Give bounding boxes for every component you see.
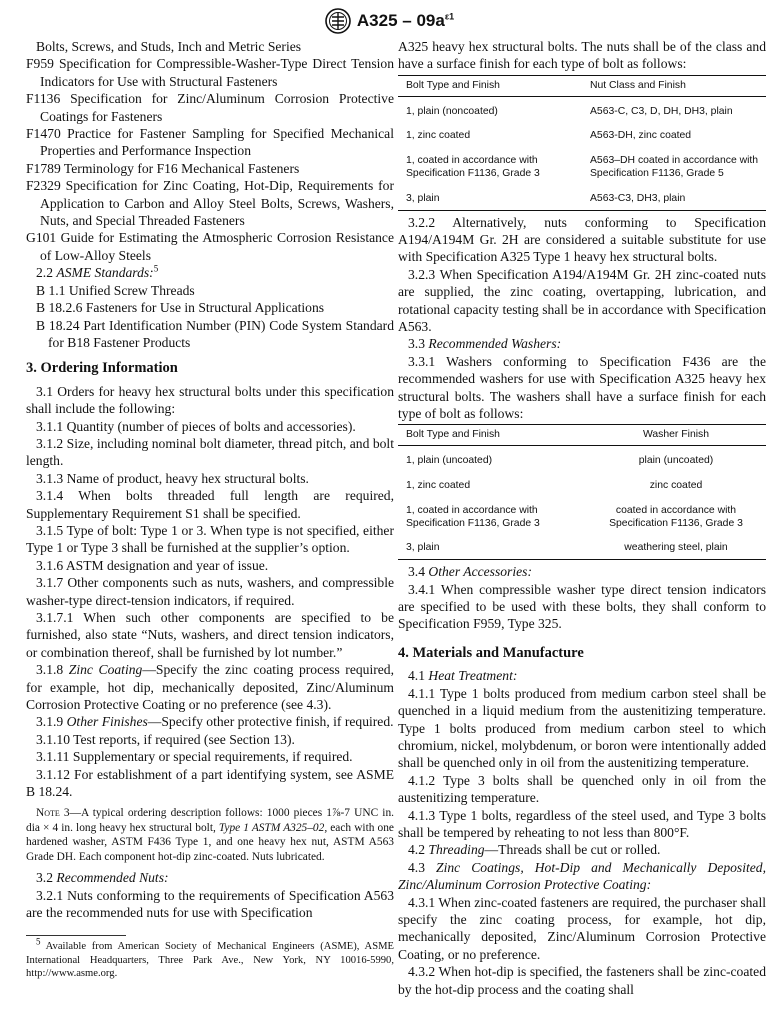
paragraph: 3.2.1 Nuts conforming to the requirements of Specification A563 are the recommended nuts for use with Specification — [26, 887, 394, 920]
page-header — [0, 4, 779, 38]
section-3-3-heading: 3.3 Recommended Washers: — [408, 336, 562, 352]
paragraph: 3.2.2 Alternatively, nuts conforming to Specification A194/A194M Gr. 2H are considered a suitable substitute for use with Specification A325 Type 1 heavy hex structural bolts. — [398, 214, 766, 265]
table-header: Bolt Type and Finish — [398, 75, 582, 96]
table-cell: 1, coated in accordance with Specification F1136, Grade 3 — [406, 504, 540, 529]
left-column — [26, 38, 394, 981]
paragraph: A325 heavy hex structural bolts. The nuts shall be of the class and have a surface finish for each type of bolt as follows: — [398, 39, 766, 72]
reference-item: F2329 Specification for Zinc Coating, Hot-Dip, Requirements for Application to Carbon and Alloy Steel Bolts, Screws, Washers, Nuts, and Special Threaded Fasteners — [26, 178, 394, 229]
table-cell: 1, zinc coated — [406, 130, 471, 142]
editorial-superscript: ε1 — [444, 11, 455, 22]
table-cell: zinc coated — [649, 480, 703, 492]
note-3: Note 3—A typical ordering description follows: 1000 pieces 1⅞-7 UNC in. dia × 4 in. long heavy hex structural bolt, Type 1 ASTM A325–02, each with one hardened washer, ASTM F436 Type 1, and one heavy hex nut, ASTM A563 Grade DH. Each component hot-dip zinc-coated. Nuts lubricated. — [26, 807, 395, 863]
section-3-2-heading: 3.2 Recommended Nuts: — [36, 870, 169, 886]
paragraph: 4.1.3 Type 1 bolts, regardless of the steel used, and Type 3 bolts shall be tempered by reheating to not less than 800°F. — [398, 807, 766, 840]
table-cell: 1, plain (uncoated) — [406, 455, 493, 467]
paragraph: 3.1.12 For establishment of a part identifying system, see ASME B 18.24. — [26, 766, 394, 800]
table-cell: 3, plain — [398, 533, 582, 559]
paragraph: 3.1.5 Type of bolt: Type 1 or 3. When type is not specified, either Type 1 or Type 3 shall be furnished at the supplier’s option. — [26, 522, 394, 556]
paragraph: 4.3.2 When hot-dip is specified, the fasteners shall be zinc-coated by the hot-dip process and the coating shall — [398, 964, 766, 997]
table-row — [398, 96, 766, 121]
footnote: $^5$ Available from American Society of Mechanical Engineers (ASME), ASME International Headquarters, Three Park Ave., New York, NY 10016-5990, http://www.asme.org. — [26, 936, 394, 980]
table-row — [398, 471, 766, 496]
table-cell: A563–DH coated in accordance with Specification F1136, Grade 5 — [590, 155, 759, 179]
table-cell: plain (uncoated) — [638, 455, 714, 467]
paragraph: 3.1.8 Zinc Coating—Specify the zinc coating process required, for example, hot dip, mechanically deposited, Zinc/Aluminum Corrosion Protective Coating or no preference (see 4.3). — [26, 662, 394, 713]
section-2-2-heading: 2.2 ASME Standards:$^5$ — [36, 263, 159, 281]
table-header: Washer Finish — [582, 425, 766, 446]
paragraph: 3.1 Orders for heavy hex structural bolts under this specification shall include the following: — [26, 383, 394, 417]
section-4-heading: 4. Materials and Manufacture — [398, 644, 584, 661]
table-header: Bolt Type and Finish — [398, 425, 582, 446]
reference-item: F1470 Practice for Fastener Sampling for Specified Mechanical Properties and Performance Inspection — [26, 126, 394, 159]
paragraph: 3.1.6 ASTM designation and year of issue. — [36, 557, 269, 573]
paragraph: 3.2.3 When Specification A194/A194M Gr. 2H zinc-coated nuts are supplied, the zinc coating, overtapping, lubrication, and rotational capacity testing shall be in accordance with Specification A563. — [398, 266, 766, 335]
paragraph: 4.3.1 When zinc-coated fasteners are required, the purchaser shall specify the zinc coating process, for example, hot dip, mechanically deposited, Zinc/Aluminum Corrosion Protective Coating, or no preference. — [398, 894, 766, 962]
reference-item: F959 Specification for Compressible-Washer-Type Direct Tension Indicators for Use with Structural Fasteners — [26, 56, 394, 89]
paragraph: 3.1.9 Other Finishes—Specify other protective finish, if required. — [36, 714, 394, 730]
table-row — [398, 446, 766, 471]
paragraph: 4.2 Threading—Threads shall be cut or rolled. — [408, 842, 661, 858]
table-header-row — [398, 425, 766, 446]
nut-table — [398, 75, 766, 211]
section-4-1-heading: 4.1 Heat Treatment: — [408, 668, 518, 684]
table-row — [398, 184, 766, 210]
table-row — [398, 533, 766, 559]
asme-reference: B 18.24 Part Identification Number (PIN) Code System Standard for B18 Fastener Products — [36, 317, 394, 350]
table-cell: 1, zinc coated — [406, 480, 471, 492]
section-3-4-heading: 3.4 Other Accessories: — [408, 564, 532, 580]
table-cell: weathering steel, plain — [582, 533, 766, 559]
table-header-row — [398, 75, 766, 96]
paragraph: 3.1.2 Size, including nominal bolt diameter, thread pitch, and bolt length. — [26, 435, 394, 469]
paragraph: 3.1.10 Test reports, if required (see Section 13). — [36, 731, 295, 747]
paragraph: 3.1.3 Name of product, heavy hex structural bolts. — [36, 470, 309, 486]
paragraph: 3.1.11 Supplementary or special requirements, if required. — [36, 749, 353, 765]
paragraph: 3.3.1 Washers conforming to Specification F436 are the recommended washers for use with Specification A325 heavy hex structural bolts. The washers shall have a surface finish for each type of bolt as follows: — [398, 353, 766, 422]
table-cell: coated in accordance with Specification F1136, Grade 3 — [609, 504, 743, 529]
astm-logo-icon — [325, 8, 351, 34]
table-row — [398, 146, 766, 184]
right-column — [398, 38, 766, 998]
paragraph: 3.1.7.1 When such other components are specified to be furnished, also state “Nuts, washers, and direct tension indicators, or combination thereof, shall be furnished by lot number.” — [26, 610, 394, 660]
paragraph: 4.1.2 Type 3 bolts shall be quenched only in oil from the austenitizing temperature. — [398, 772, 766, 806]
table-row — [398, 121, 766, 146]
reference-item: F1136 Specification for Zinc/Aluminum Corrosion Protective Coatings for Fasteners — [26, 91, 394, 124]
table-cell: A563-DH, zinc coated — [590, 130, 692, 142]
paragraph: 3.1.1 Quantity (number of pieces of bolts and accessories). — [36, 418, 356, 434]
paragraph: 3.4.1 When compressible washer type direct tension indicators are specified to be used with these bolts, they shall conform to Specification F959, Type 325. — [398, 581, 766, 632]
document-designation: $A325 - 09a^{\varepsilon 1}$ — [356, 11, 455, 30]
footnote-rule — [26, 935, 126, 936]
asme-reference: B 1.1 Unified Screw Threads — [36, 282, 195, 298]
section-3-heading: 3. Ordering Information — [26, 360, 178, 377]
table-cell: 1, coated in accordance with Specification F1136, Grade 3 — [406, 155, 540, 179]
table-cell: 1, plain (noncoated) — [406, 105, 498, 117]
table-cell: A563-C3, DH3, plain — [582, 184, 766, 210]
reference-item: Bolts, Screws, and Studs, Inch and Metric Series — [36, 39, 302, 54]
reference-item: F1789 Terminology for F16 Mechanical Fasteners — [26, 160, 300, 176]
table-cell: A563-C, C3, D, DH, DH3, plain — [590, 105, 733, 117]
table-row — [398, 496, 766, 534]
paragraph: 4.1.1 Type 1 bolts produced from medium carbon steel shall be quenched in a liquid medium from the austenitizing temperature. Type 1 bolts produced from medium carbon steel to which chromium, nickel, molybdenum, or boron were intentionally added shall be quenched only in oil from the austenitizing temperature. — [398, 685, 766, 771]
table-header: Nut Class and Finish — [582, 75, 766, 96]
reference-item: G101 Guide for Estimating the Atmospheric Corrosion Resistance of Low-Alloy Steels — [26, 230, 394, 263]
asme-reference: B 18.2.6 Fasteners for Use in Structural Applications — [36, 300, 325, 316]
table-cell: 3, plain — [398, 184, 582, 210]
paragraph: 3.1.4 When bolts threaded full length are required, Supplementary Requirement S1 shall be specified. — [26, 488, 394, 521]
paragraph: 3.1.7 Other components such as nuts, washers, and compressible washer-type direct-tension indicators, if required. — [26, 575, 394, 608]
washer-table — [398, 424, 766, 560]
paragraph: 4.3 Zinc Coatings, Hot-Dip and Mechanically Deposited, Zinc/Aluminum Corrosion Protective Coating: — [398, 859, 766, 893]
